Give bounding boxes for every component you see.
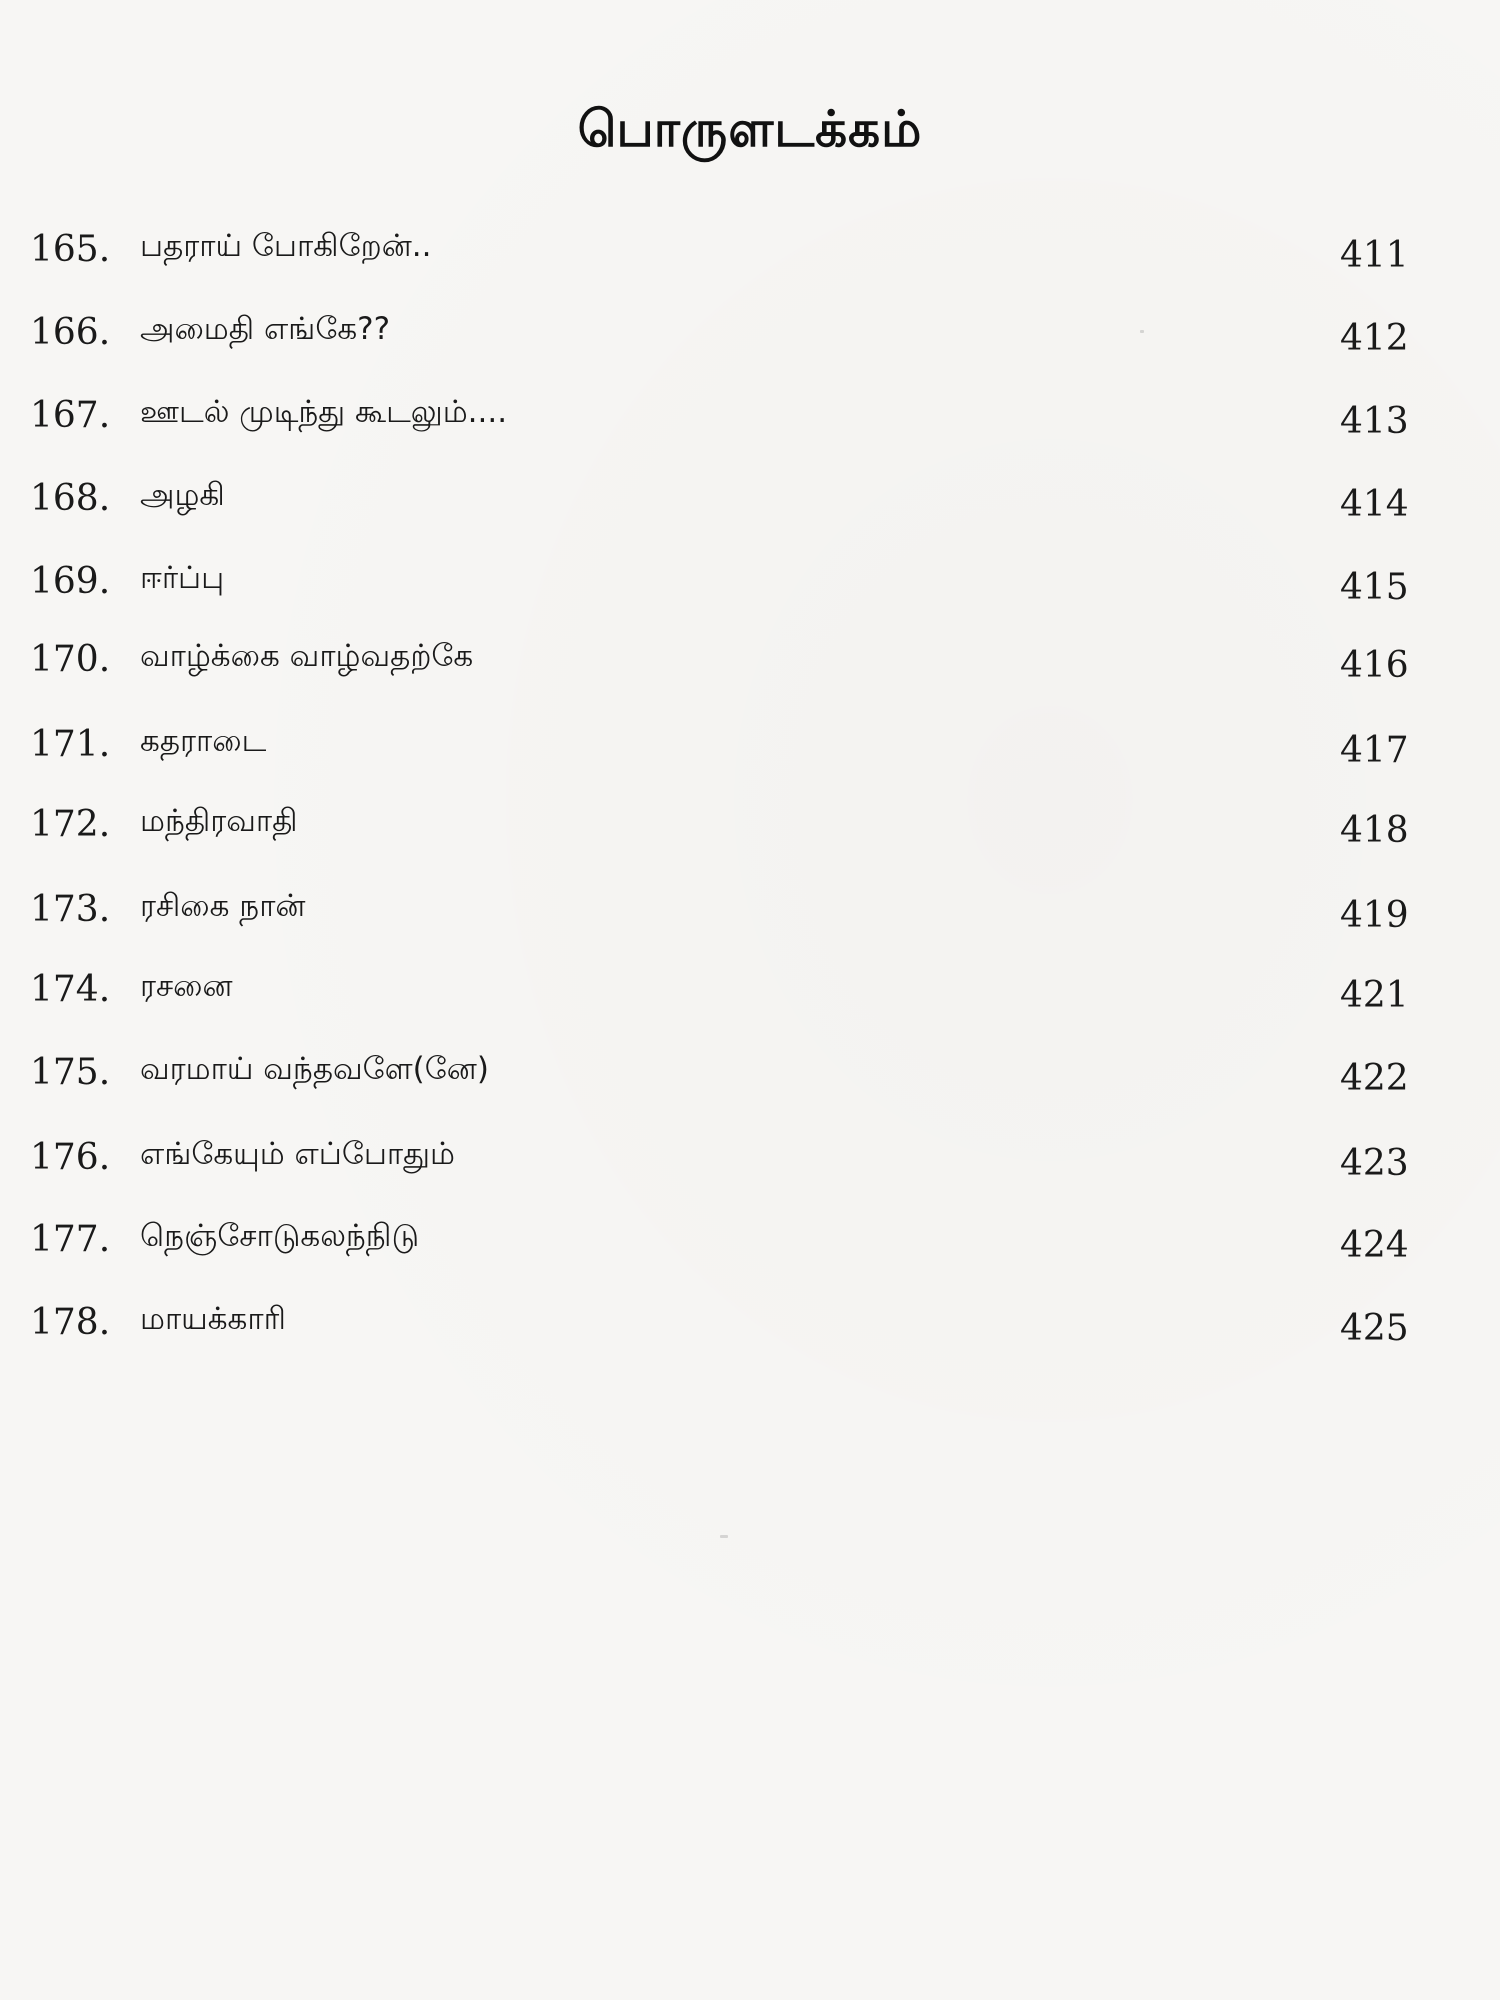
toc-entry — [30, 880, 1450, 940]
entry-number: 175. — [30, 1052, 111, 1093]
toc-entry — [30, 1293, 1450, 1353]
toc-entry — [30, 715, 1450, 775]
entry-title: வாழ்க்கை வாழ்வதற்கே — [140, 638, 474, 674]
entry-page-number: 422 — [1340, 1058, 1409, 1099]
entry-title: ரசிகை நான் — [140, 888, 306, 924]
entry-title: மாயக்காரி — [140, 1301, 286, 1337]
entry-page-number: 424 — [1340, 1225, 1409, 1266]
toc-entry — [30, 469, 1450, 529]
entry-page-number: 414 — [1340, 484, 1409, 525]
entry-number: 172. — [30, 804, 111, 845]
entry-page-number: 416 — [1340, 645, 1409, 686]
entry-number: 167. — [30, 395, 111, 436]
entry-title: ஊடல் முடிந்து கூடலும்.... — [140, 394, 508, 430]
entry-page-number: 411 — [1340, 235, 1409, 276]
entry-title: எங்கேயும் எப்போதும் — [140, 1136, 455, 1172]
paper-speck — [720, 1535, 728, 1538]
entry-title: மந்திரவாதி — [140, 803, 298, 839]
entry-number: 169. — [30, 561, 111, 602]
toc-entry — [30, 795, 1450, 855]
entry-title: வரமாய் வந்தவளே(னே) — [140, 1051, 489, 1087]
entry-page-number: 419 — [1340, 895, 1409, 936]
entry-page-number: 423 — [1340, 1143, 1409, 1184]
entry-page-number: 418 — [1340, 810, 1409, 851]
page-title: பொருளடக்கம் — [577, 100, 923, 158]
entry-number: 165. — [30, 229, 111, 270]
entry-title: நெஞ்சோடுகலந்நிடு — [140, 1218, 420, 1254]
toc-entry — [30, 1043, 1450, 1103]
entry-number: 176. — [30, 1137, 111, 1178]
toc-entry — [30, 960, 1450, 1020]
entry-number: 178. — [30, 1302, 111, 1343]
entry-title: அழகி — [140, 477, 225, 513]
entry-page-number: 425 — [1340, 1308, 1409, 1349]
toc-entry — [30, 1128, 1450, 1188]
toc-entry — [30, 220, 1450, 280]
toc-entry — [30, 303, 1450, 363]
entry-page-number: 412 — [1340, 318, 1409, 359]
entry-number: 166. — [30, 312, 111, 353]
entry-page-number: 413 — [1340, 401, 1409, 442]
entry-page-number: 421 — [1340, 975, 1409, 1016]
toc-entry — [30, 1210, 1450, 1270]
entry-number: 177. — [30, 1219, 111, 1260]
entry-title: கதராடை — [140, 723, 267, 759]
entry-number: 173. — [30, 889, 111, 930]
entry-number: 168. — [30, 478, 111, 519]
entry-page-number: 417 — [1340, 730, 1409, 771]
entry-page-number: 415 — [1340, 567, 1409, 608]
entry-title: பதராய் போகிறேன்.. — [140, 228, 432, 264]
entry-title: அமைதி எங்கே?? — [140, 311, 391, 347]
entry-number: 170. — [30, 639, 111, 680]
paper-speck — [1140, 330, 1144, 333]
entry-title: ரசனை — [140, 968, 233, 1004]
entry-title: ஈர்ப்பு — [140, 560, 225, 596]
toc-entry — [30, 630, 1450, 690]
toc-entry — [30, 386, 1450, 446]
entry-number: 174. — [30, 969, 111, 1010]
entry-number: 171. — [30, 724, 111, 765]
toc-entry — [30, 552, 1450, 612]
